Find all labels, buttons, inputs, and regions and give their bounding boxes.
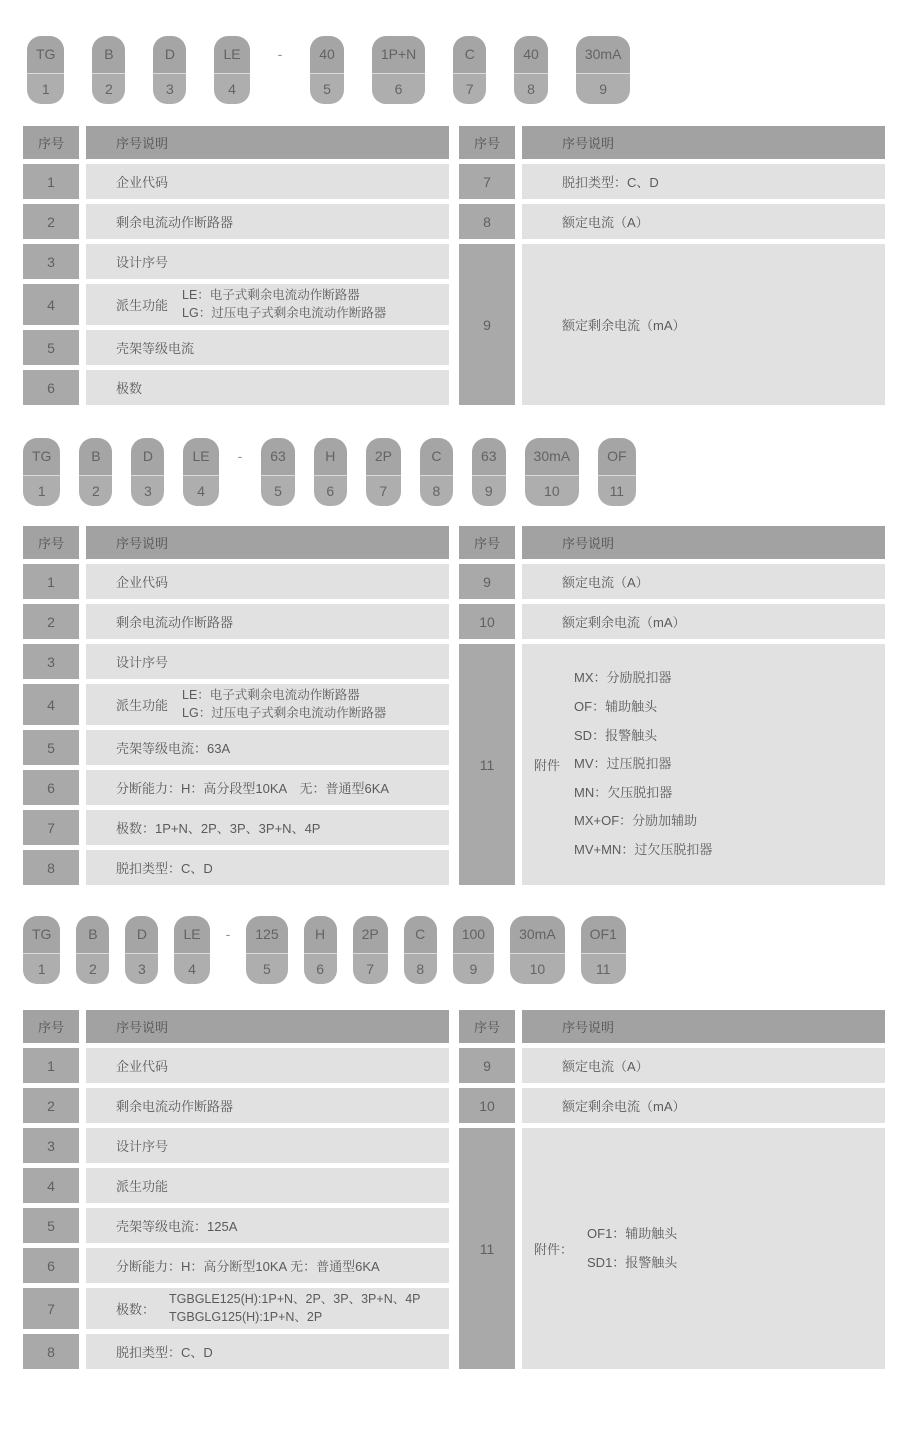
pill-number-label: 7 (353, 953, 388, 984)
code-pill (214, 36, 249, 104)
pill-number-label: 5 (246, 953, 287, 984)
description-line: MV：过压脱扣器 (574, 756, 672, 772)
pill-code-label: D (153, 36, 186, 73)
pill-number-label: 1 (27, 73, 64, 104)
description-line: MX+OF：分励加辅助 (574, 813, 698, 829)
row-index-cell: 6 (23, 370, 79, 405)
explanation-table-left (23, 526, 449, 885)
row-description-cell (86, 370, 449, 405)
table-row (23, 1128, 449, 1163)
table-row (459, 1088, 885, 1123)
pill-code-label: LE (174, 916, 209, 953)
pill-code-label: OF (598, 438, 635, 475)
explanation-tables (23, 1010, 885, 1369)
description-lines (169, 1291, 421, 1326)
row-index-cell: 1 (23, 164, 79, 199)
column-header-index: 序号 (459, 1010, 515, 1043)
code-pill (514, 36, 548, 104)
code-pill (314, 438, 347, 506)
row-index-cell: 4 (23, 684, 79, 725)
description-text: 分断能力：H：高分段型10KA 无：普通型6KA (116, 781, 390, 796)
description-text: 额定剩余电流（mA） (562, 615, 686, 630)
column-header-index: 序号 (459, 126, 515, 159)
code-pill (125, 916, 158, 984)
table-header-row (459, 526, 885, 559)
pill-code-label: D (125, 916, 158, 953)
row-index-cell: 6 (23, 770, 79, 805)
row-description-cell (522, 1128, 885, 1369)
pill-number-label: 4 (174, 953, 209, 984)
pill-code-label: LE (214, 36, 249, 73)
row-description-cell (522, 604, 885, 639)
column-header-description: 序号说明 (86, 126, 449, 159)
code-pill (310, 36, 344, 104)
table-row (23, 1208, 449, 1243)
table-row (459, 644, 885, 885)
description-text: 剩余电流动作断路器 (116, 1099, 234, 1114)
pill-number-label: 5 (310, 73, 344, 104)
row-description-cell (522, 1088, 885, 1123)
pill-number-label: 8 (420, 475, 453, 506)
row-index-cell: 11 (459, 644, 515, 885)
pill-number-label: 9 (453, 953, 494, 984)
row-index-cell: 3 (23, 644, 79, 679)
table-row (23, 730, 449, 765)
table-row (23, 164, 449, 199)
row-description-cell (522, 244, 885, 405)
pill-code-label: 30mA (576, 36, 631, 73)
row-index-cell: 10 (459, 604, 515, 639)
description-line: OF：辅助触头 (574, 699, 658, 715)
pill-number-label: 8 (514, 73, 548, 104)
description-text: 设计序号 (116, 255, 169, 270)
code-pill (76, 916, 109, 984)
code-pill (246, 916, 287, 984)
description-line: LG：过压电子式剩余电流动作断路器 (182, 305, 387, 320)
row-description-cell (86, 684, 449, 725)
description-label: 极数： (116, 1302, 156, 1317)
column-header-index: 序号 (23, 126, 79, 159)
row-description-cell (86, 204, 449, 239)
table-row (459, 1128, 885, 1369)
pill-code-label: C (420, 438, 453, 475)
row-index-cell: 8 (23, 1334, 79, 1369)
table-row (23, 1048, 449, 1083)
description-label: 派生功能 (116, 298, 169, 313)
pill-code-label: 30mA (510, 916, 565, 953)
pill-code-label: 63 (472, 438, 506, 475)
row-description-cell (522, 1048, 885, 1083)
explanation-tables (23, 126, 885, 405)
row-description-cell (86, 644, 449, 679)
description-line: MN：欠压脱扣器 (574, 784, 673, 800)
description-text: 企业代码 (116, 1059, 169, 1074)
table-row (23, 1088, 449, 1123)
row-description-cell (86, 850, 449, 885)
code-pill (510, 916, 565, 984)
row-description-cell (522, 564, 885, 599)
row-description-cell (86, 1088, 449, 1123)
table-row (459, 1048, 885, 1083)
column-header-description: 序号说明 (86, 1010, 449, 1043)
pill-code-label: H (314, 438, 347, 475)
pill-code-label: B (79, 438, 112, 475)
row-description-cell (86, 1128, 449, 1163)
row-index-cell: 10 (459, 1088, 515, 1123)
pill-number-label: 10 (510, 953, 565, 984)
code-pill (131, 438, 164, 506)
row-description-cell (86, 564, 449, 599)
pill-number-label: 2 (79, 475, 112, 506)
code-pill (453, 36, 486, 104)
code-pill (453, 916, 494, 984)
code-pill (153, 36, 186, 104)
model-code-pills (27, 36, 885, 104)
pill-number-label: 3 (125, 953, 158, 984)
row-index-cell: 3 (23, 1128, 79, 1163)
description-line: TGBGLG125(H):1P+N、2P (169, 1309, 323, 1324)
column-header-description: 序号说明 (522, 1010, 885, 1043)
description-text: 壳架等级电流 (116, 341, 195, 356)
table-row (459, 604, 885, 639)
description-text: 剩余电流动作断路器 (116, 215, 234, 230)
table-row (23, 204, 449, 239)
pill-number-label: 5 (261, 475, 295, 506)
column-header-description: 序号说明 (522, 526, 885, 559)
pill-code-label: B (92, 36, 125, 73)
description-lines (182, 287, 386, 322)
row-description-cell (86, 284, 449, 325)
code-pill (372, 36, 425, 104)
code-pill (366, 438, 401, 506)
code-pill (174, 916, 209, 984)
table-header-row (23, 1010, 449, 1043)
row-description-cell (522, 164, 885, 199)
description-lines (574, 664, 712, 864)
row-description-cell (86, 164, 449, 199)
table-row (23, 604, 449, 639)
code-pill (183, 438, 218, 506)
pill-number-label: 9 (472, 475, 506, 506)
code-pill (581, 916, 626, 984)
code-pill (27, 36, 64, 104)
code-pill (304, 916, 337, 984)
pill-number-label: 6 (304, 953, 337, 984)
model-code-pills (23, 438, 885, 506)
description-line: OF1：辅助触头 (587, 1225, 678, 1241)
pill-number-label: 6 (372, 73, 425, 104)
table-row (23, 684, 449, 725)
table-row (23, 850, 449, 885)
description-line: TGBGLE125(H):1P+N、2P、3P、3P+N、4P (169, 1292, 421, 1306)
pill-number-label: 3 (131, 475, 164, 506)
row-description-cell (86, 1248, 449, 1283)
pill-code-label: LE (183, 438, 218, 475)
description-label: 附件 (534, 758, 561, 773)
pill-number-label: 6 (314, 475, 347, 506)
row-description-cell (86, 1048, 449, 1083)
row-index-cell: 3 (23, 244, 79, 279)
dash-separator: - (277, 46, 283, 62)
description-text: 壳架等级电流：63A (116, 741, 231, 756)
row-index-cell: 4 (23, 1168, 79, 1203)
column-header-index: 序号 (459, 526, 515, 559)
pill-code-label: B (76, 916, 109, 953)
row-index-cell: 6 (23, 1248, 79, 1283)
table-row (23, 1168, 449, 1203)
column-header-index: 序号 (23, 1010, 79, 1043)
code-pill (79, 438, 112, 506)
table-row (23, 330, 449, 365)
pill-number-label: 7 (366, 475, 401, 506)
model-code-document (0, 36, 900, 1369)
table-row (23, 644, 449, 679)
description-text: 企业代码 (116, 575, 169, 590)
table-row (459, 164, 885, 199)
description-text: 额定剩余电流（mA） (562, 1099, 686, 1114)
row-index-cell: 4 (23, 284, 79, 325)
model-code-pills (23, 916, 885, 984)
code-pill (353, 916, 388, 984)
table-header-row (23, 526, 449, 559)
code-pill (472, 438, 506, 506)
row-index-cell: 9 (459, 244, 515, 405)
description-text: 额定电流（A） (562, 575, 649, 590)
table-row (23, 770, 449, 805)
table-row (459, 564, 885, 599)
pill-code-label: 40 (514, 36, 548, 73)
description-text: 脱扣类型：C、D (116, 1345, 213, 1360)
pill-number-label: 1 (23, 953, 60, 984)
row-index-cell: 7 (23, 810, 79, 845)
pill-code-label: 1P+N (372, 36, 425, 73)
pill-number-label: 3 (153, 73, 186, 104)
row-description-cell (522, 644, 885, 885)
row-description-cell (86, 810, 449, 845)
description-text: 额定电流（A） (562, 1059, 649, 1074)
dash-separator: - (225, 926, 231, 942)
description-line: LE：电子式剩余电流动作断路器 (182, 288, 360, 302)
pill-code-label: 100 (453, 916, 494, 953)
table-row (23, 810, 449, 845)
pill-number-label: 2 (92, 73, 125, 104)
row-index-cell: 1 (23, 564, 79, 599)
code-pill (261, 438, 295, 506)
pill-number-label: 7 (453, 73, 486, 104)
row-index-cell: 2 (23, 1088, 79, 1123)
row-index-cell: 9 (459, 564, 515, 599)
description-lines (182, 687, 386, 722)
explanation-table-left (23, 1010, 449, 1369)
explanation-table-left (23, 126, 449, 405)
row-index-cell: 2 (23, 604, 79, 639)
row-index-cell: 2 (23, 204, 79, 239)
row-description-cell (86, 770, 449, 805)
description-text: 设计序号 (116, 1139, 169, 1154)
explanation-table-right (459, 526, 885, 885)
description-text: 壳架等级电流：125A (116, 1219, 238, 1234)
table-row (23, 284, 449, 325)
pill-number-label: 10 (525, 475, 580, 506)
pill-code-label: TG (23, 916, 60, 953)
table-row (23, 1334, 449, 1369)
description-text: 企业代码 (116, 175, 169, 190)
column-header-description: 序号说明 (86, 526, 449, 559)
description-text: 脱扣类型：C、D (562, 175, 659, 190)
row-description-cell (86, 1288, 449, 1329)
description-text: 额定电流（A） (562, 215, 649, 230)
description-text: 分断能力：H：高分断型10KA 无：普通型6KA (116, 1259, 380, 1274)
table-row (23, 244, 449, 279)
pill-number-label: 4 (183, 475, 218, 506)
row-index-cell: 8 (23, 850, 79, 885)
column-header-index: 序号 (23, 526, 79, 559)
description-text: 派生功能 (116, 1179, 169, 1194)
code-pill (576, 36, 631, 104)
model-code-section-3 (23, 916, 885, 1369)
description-lines (587, 1220, 677, 1277)
code-pill (23, 438, 60, 506)
description-label: 附件： (534, 1242, 574, 1257)
row-index-cell: 5 (23, 730, 79, 765)
model-code-section-2 (23, 438, 885, 885)
description-label: 派生功能 (116, 698, 169, 713)
description-text: 剩余电流动作断路器 (116, 615, 234, 630)
pill-code-label: OF1 (581, 916, 626, 953)
row-description-cell (86, 244, 449, 279)
table-header-row (459, 1010, 885, 1043)
description-text: 极数 (116, 381, 143, 396)
pill-code-label: 40 (310, 36, 344, 73)
row-description-cell (86, 604, 449, 639)
pill-code-label: 2P (366, 438, 401, 475)
description-line: SD1：报警触头 (587, 1254, 678, 1270)
code-pill (598, 438, 635, 506)
pill-code-label: 2P (353, 916, 388, 953)
table-row (459, 244, 885, 405)
table-row (23, 1288, 449, 1329)
column-header-description: 序号说明 (522, 126, 885, 159)
code-pill (92, 36, 125, 104)
pill-code-label: 125 (246, 916, 287, 953)
pill-code-label: TG (23, 438, 60, 475)
pill-code-label: C (453, 36, 486, 73)
row-index-cell: 7 (459, 164, 515, 199)
description-line: SD：报警触头 (574, 727, 658, 743)
pill-number-label: 11 (581, 953, 626, 984)
code-pill (23, 916, 60, 984)
pill-number-label: 4 (214, 73, 249, 104)
row-index-cell: 8 (459, 204, 515, 239)
pill-code-label: 63 (261, 438, 295, 475)
pill-number-label: 11 (598, 475, 635, 506)
table-row (459, 204, 885, 239)
description-text: 脱扣类型：C、D (116, 861, 213, 876)
pill-code-label: H (304, 916, 337, 953)
row-description-cell (86, 1168, 449, 1203)
pill-number-label: 8 (404, 953, 437, 984)
pill-number-label: 1 (23, 475, 60, 506)
row-index-cell: 7 (23, 1288, 79, 1329)
pill-number-label: 2 (76, 953, 109, 984)
table-header-row (459, 126, 885, 159)
table-row (23, 370, 449, 405)
row-index-cell: 1 (23, 1048, 79, 1083)
code-pill (525, 438, 580, 506)
pill-code-label: TG (27, 36, 64, 73)
description-line: LG：过压电子式剩余电流动作断路器 (182, 705, 387, 720)
pill-number-label: 9 (576, 73, 631, 104)
code-pill (420, 438, 453, 506)
row-description-cell (86, 1208, 449, 1243)
table-header-row (23, 126, 449, 159)
row-description-cell (522, 204, 885, 239)
table-row (23, 1248, 449, 1283)
pill-code-label: C (404, 916, 437, 953)
row-index-cell: 5 (23, 330, 79, 365)
code-pill (404, 916, 437, 984)
row-description-cell (86, 1334, 449, 1369)
description-line: MX：分励脱扣器 (574, 670, 672, 686)
explanation-tables (23, 526, 885, 885)
description-text: 额定剩余电流（mA） (562, 318, 686, 333)
row-description-cell (86, 730, 449, 765)
dash-separator: - (237, 448, 243, 464)
model-code-section-1 (23, 36, 885, 405)
row-index-cell: 9 (459, 1048, 515, 1083)
row-index-cell: 11 (459, 1128, 515, 1369)
explanation-table-right (459, 1010, 885, 1369)
pill-code-label: 30mA (525, 438, 580, 475)
description-line: LE：电子式剩余电流动作断路器 (182, 688, 360, 702)
table-row (23, 564, 449, 599)
description-text: 设计序号 (116, 655, 169, 670)
row-description-cell (86, 330, 449, 365)
description-line: MV+MN：过欠压脱扣器 (574, 841, 713, 857)
explanation-table-right (459, 126, 885, 405)
row-index-cell: 5 (23, 1208, 79, 1243)
pill-code-label: D (131, 438, 164, 475)
description-text: 极数：1P+N、2P、3P、3P+N、4P (116, 821, 321, 836)
